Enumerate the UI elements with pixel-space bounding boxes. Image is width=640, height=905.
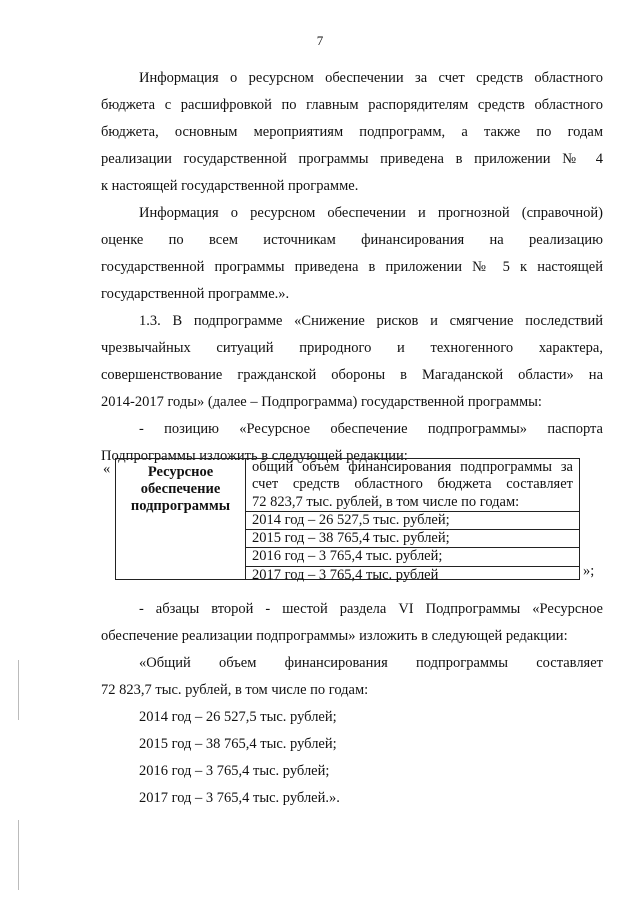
table-left-line: Ресурсное (147, 464, 214, 480)
table-left-cell (116, 459, 246, 579)
text-line: реализации государственной программы приведена в приложении № 4 (101, 151, 603, 167)
table-right-line: 72 823,7 тыс. рублей, в том числе по годам: (252, 493, 520, 510)
year-line: 2014 год – 26 527,5 тыс. рублей; (139, 709, 337, 725)
text-line: Информация о ресурсном обеспечении и прогнозной (справочной) (139, 205, 603, 221)
page-number: 7 (316, 33, 324, 48)
text-line: 1.3. В подпрограмме «Снижение рисков и смягчение последствий (139, 313, 603, 329)
scan-margin-mark (18, 820, 19, 890)
text-line: 2014-2017 годы» (далее – Подпрограмма) государственной программы: (101, 394, 542, 410)
resource-table (115, 458, 580, 583)
year-line: 2016 год – 3 765,4 тыс. рублей; (139, 763, 330, 779)
table-left-line: обеспечение (140, 481, 221, 497)
table-right-line: общий объем финансирования подпрограммы за (252, 459, 573, 475)
text-line: чрезвычайных ситуаций природного и техногенного характера, (101, 340, 603, 356)
table-right-line: 2016 год – 3 765,4 тыс. рублей; (246, 547, 579, 565)
table-right-line: 2014 год – 26 527,5 тыс. рублей; (246, 511, 579, 529)
table-left-line: подпрограммы (130, 498, 231, 514)
table-right-line: счет средств областного бюджета составляет (252, 476, 573, 493)
text-line: Подпрограммы изложить в следующей редакции: (101, 448, 408, 464)
close-quote: »; (583, 563, 595, 579)
text-line: бюджета, основным мероприятиям подпрограмм, а также по годам (101, 124, 603, 140)
text-line: - позицию «Ресурсное обеспечение подпрограммы» паспорта (139, 421, 603, 437)
text-line: государственной программы приведена в приложении № 5 к настоящей (101, 259, 603, 275)
year-line: 2017 год – 3 765,4 тыс. рублей.». (139, 790, 340, 806)
text-line: 72 823,7 тыс. рублей, в том числе по годам: (101, 682, 369, 698)
text-line: бюджета с расшифровкой по главным распорядителям средств областного (101, 97, 603, 113)
text-line: - абзацы второй - шестой раздела VI Подпрограммы «Ресурсное (139, 601, 603, 617)
open-quote: « (103, 461, 111, 477)
year-line: 2015 год – 38 765,4 тыс. рублей; (139, 736, 337, 752)
text-line: обеспечение реализации подпрограммы» изложить в следующей редакции: (101, 628, 568, 644)
text-line: Информация о ресурсном обеспечении за счет средств областного (139, 70, 603, 86)
table-right-line: 2015 год – 38 765,4 тыс. рублей; (246, 529, 579, 547)
text-line: «Общий объем финансирования подпрограммы составляет (139, 655, 603, 671)
text-line: совершенствование гражданской обороны в Магаданской области» на (101, 367, 603, 383)
text-line: государственной программе.». (101, 286, 290, 302)
text-line: оценке по всем источникам финансирования на реализацию (101, 232, 603, 248)
text-line: к настоящей государственной программе. (101, 178, 359, 194)
scan-margin-mark (18, 660, 19, 720)
table-right-line: 2017 год – 3 765,4 тыс. рублей (246, 566, 579, 584)
table-right-cell (246, 459, 579, 583)
